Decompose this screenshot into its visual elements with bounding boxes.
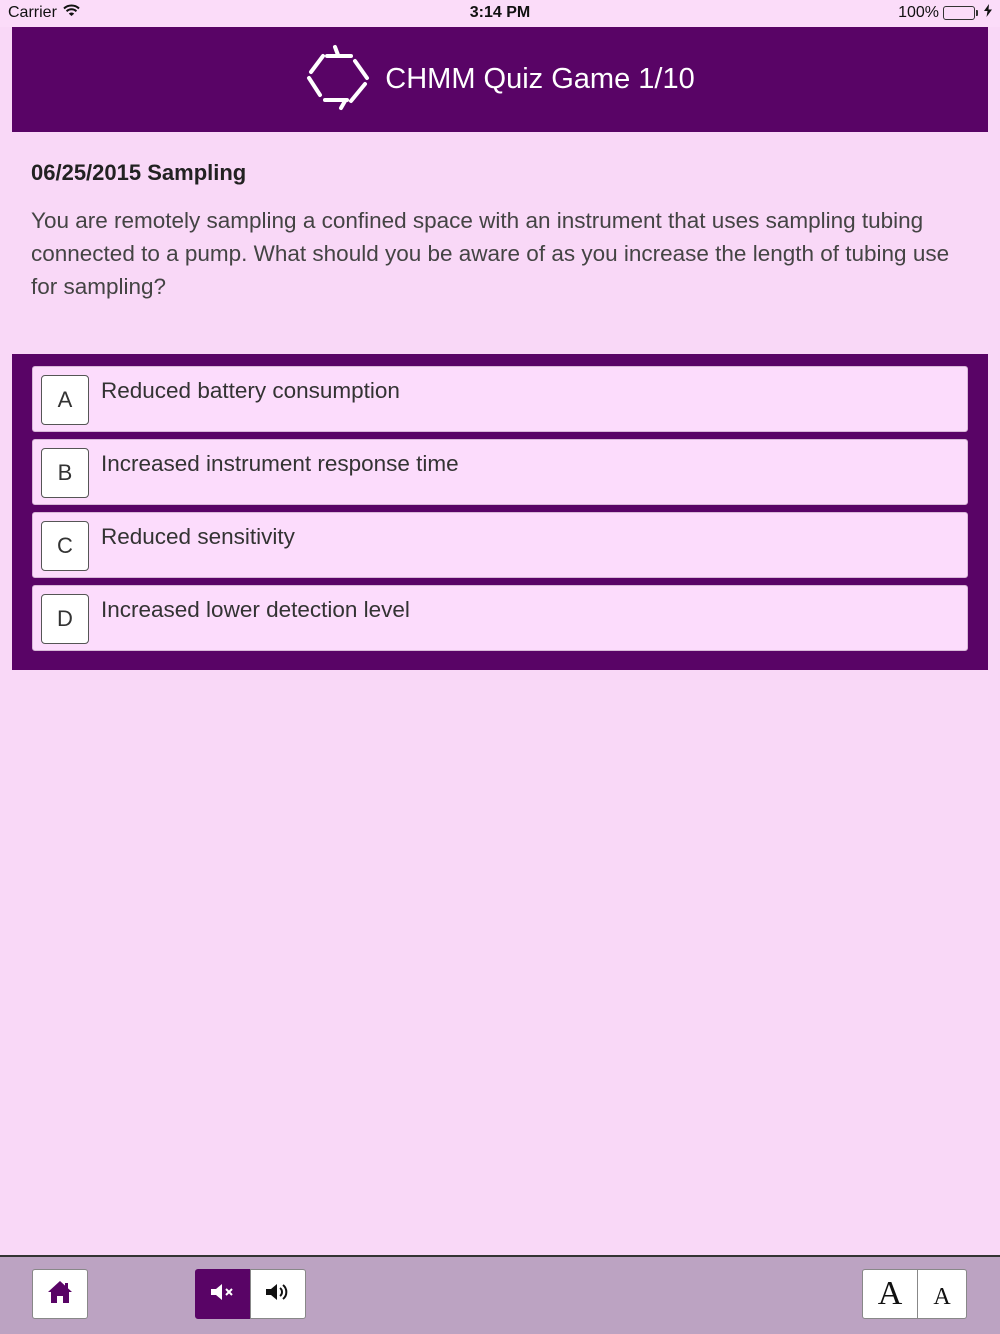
font-size-small-button[interactable]: A xyxy=(917,1269,967,1319)
mute-button[interactable] xyxy=(195,1269,251,1319)
home-icon xyxy=(47,1280,73,1309)
answer-text: Increased instrument response time xyxy=(101,451,459,476)
answer-option-b[interactable] xyxy=(32,439,968,505)
answer-letter: B xyxy=(41,448,89,498)
status-bar xyxy=(0,0,1000,27)
answers-panel xyxy=(12,354,988,670)
answer-option-c[interactable] xyxy=(32,512,968,578)
speaker-mute-icon xyxy=(210,1282,236,1307)
sound-on-button[interactable] xyxy=(250,1269,306,1319)
answer-text: Reduced sensitivity xyxy=(101,524,295,549)
speaker-on-icon xyxy=(265,1282,291,1307)
charging-icon xyxy=(984,4,992,22)
question-date-topic: 06/25/2015 Sampling xyxy=(31,160,247,185)
font-size-large-button[interactable]: A xyxy=(862,1269,918,1319)
answer-letter: D xyxy=(41,594,89,644)
status-time: 3:14 PM xyxy=(469,4,531,21)
answer-text: Reduced battery consumption xyxy=(101,378,400,403)
answer-letter: A xyxy=(41,375,89,425)
status-right xyxy=(898,4,992,22)
question-text: You are remotely sampling a confined space with an instrument that uses sampling tubing connected to a pump. What should you be aware of as you increase the length of tubing use for sampling? xyxy=(31,208,950,299)
answer-text: Increased lower detection level xyxy=(101,597,410,622)
battery-percent: 100% xyxy=(898,4,939,21)
home-button[interactable] xyxy=(32,1269,88,1319)
app-header xyxy=(12,27,988,132)
answer-option-a[interactable] xyxy=(32,366,968,432)
carrier-label: Carrier xyxy=(8,4,57,21)
battery-icon xyxy=(943,6,975,20)
answer-letter: C xyxy=(41,521,89,571)
bottom-toolbar xyxy=(0,1255,1000,1334)
answer-option-d[interactable] xyxy=(32,585,968,651)
page-title: CHMM Quiz Game 1/10 xyxy=(385,63,695,95)
hexagon-molecule-icon xyxy=(305,43,371,116)
